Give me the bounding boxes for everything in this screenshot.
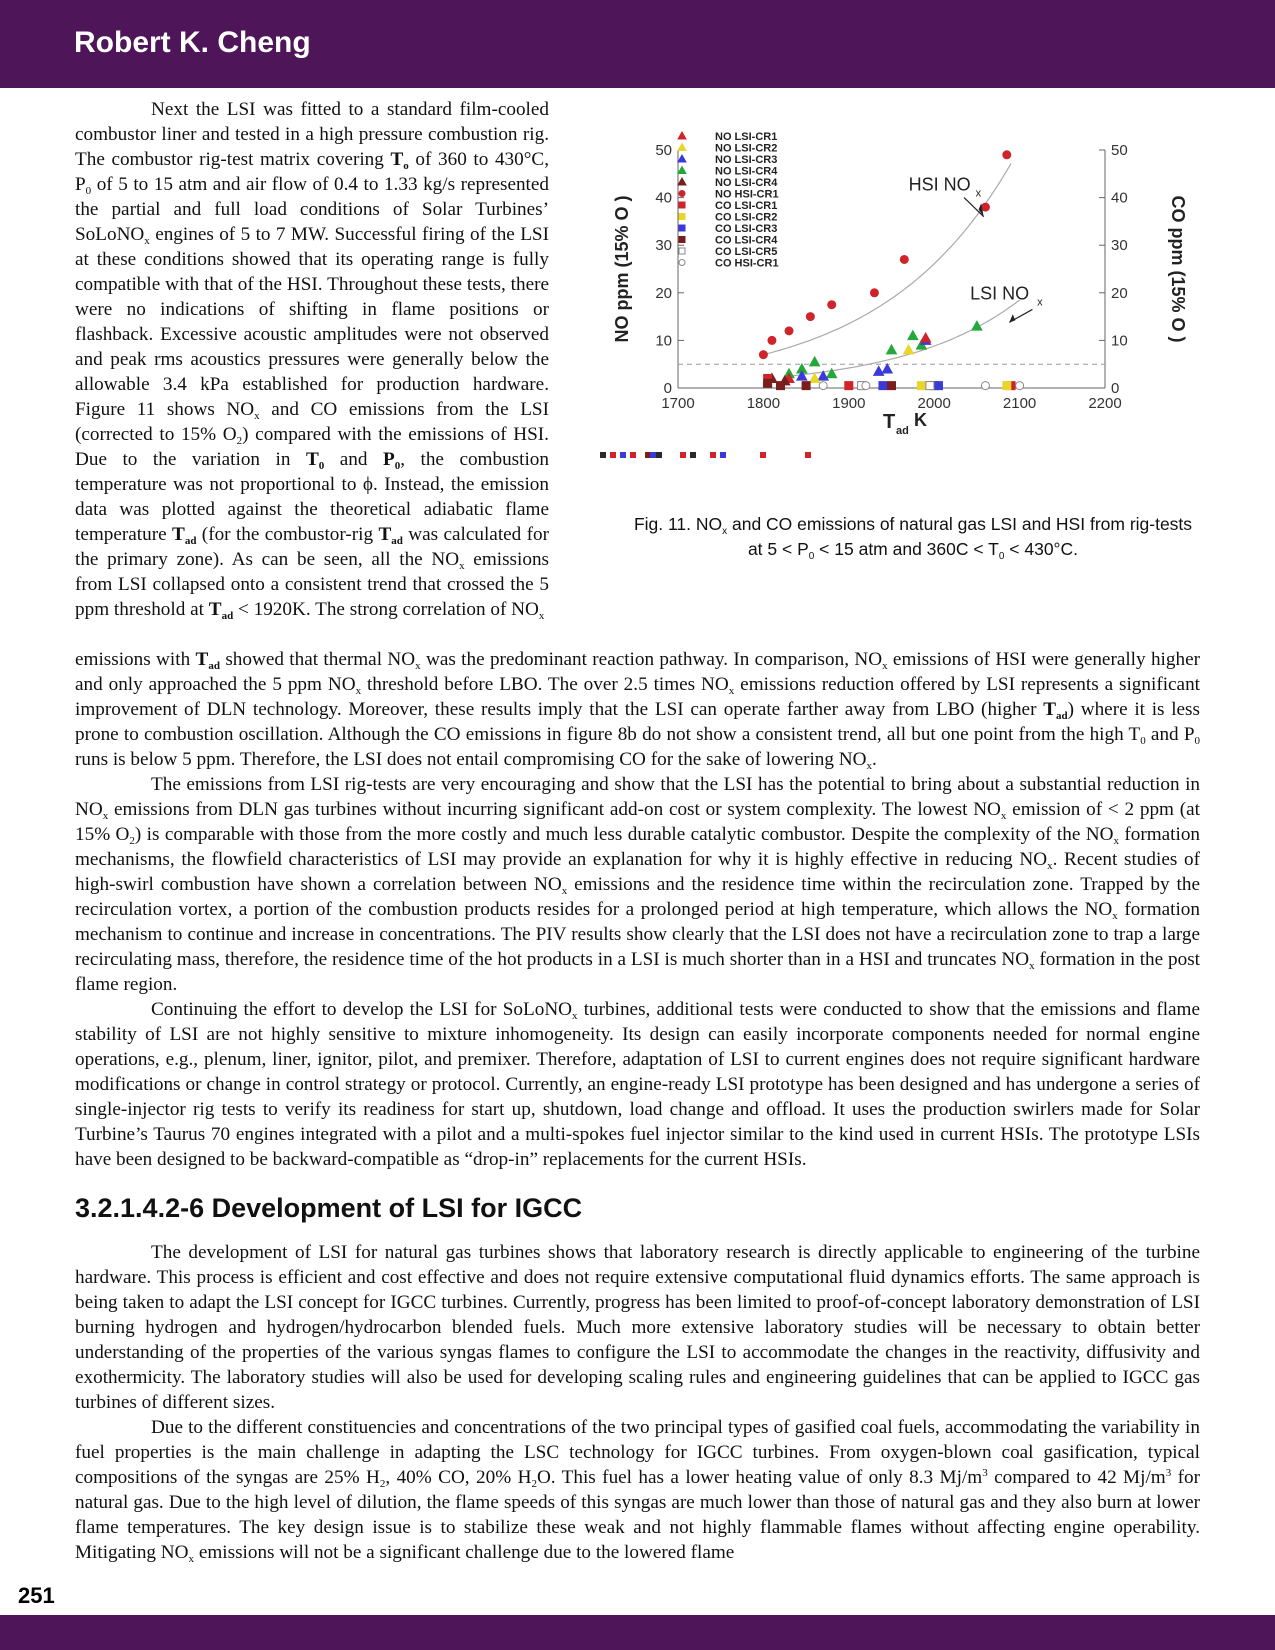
legend-label: CO LSI-CR3 [715, 223, 778, 235]
data-point [888, 382, 896, 390]
x-axis-label-unit: K [913, 410, 927, 430]
scan-artifact [720, 452, 726, 458]
legend-label: NO LSI-CR4 [715, 177, 778, 189]
legend-marker [678, 167, 686, 174]
data-point [870, 289, 878, 297]
data-point [981, 382, 989, 390]
data-point [819, 382, 827, 390]
y-tick-label-left: 30 [655, 237, 672, 255]
legend-label: NO HSI-CR1 [715, 188, 779, 201]
x-axis-label: T [882, 411, 896, 433]
legend-marker [678, 155, 686, 162]
figure-11-chart [590, 130, 1210, 500]
scan-artifact [650, 452, 656, 458]
scan-artifact [656, 452, 662, 458]
annotation-lsi-arrowhead [1009, 314, 1015, 322]
figure-caption: Fig. 11. $NO_x$ and CO emissions of natural gas LSI and HSI from rig-tests at $5 < P_0 < 15$ atm and $360C < T_0 < 430^\circ C$. [633, 514, 1193, 562]
legend-marker [679, 248, 685, 254]
y-tick-label-left: 20 [655, 284, 672, 302]
legend-label: CO HSI-CR1 [715, 257, 779, 270]
y-tick-label-right: 40 [1111, 189, 1128, 207]
legend-marker [679, 214, 685, 220]
annotation-hsi-nox: HSI NO [908, 174, 971, 195]
data-point [917, 382, 925, 390]
data-point [862, 382, 870, 390]
y-axis-label-left: NO ppm (15% O ) [612, 195, 632, 343]
x-tick-label: 1900 [832, 395, 866, 412]
scan-artifact [805, 452, 811, 458]
y-tick-label-right: 30 [1111, 237, 1128, 255]
data-point [879, 382, 887, 390]
legend-label: NO LSI-CR2 [715, 142, 778, 155]
data-point [764, 379, 772, 387]
y-tick-label-right: 50 [1111, 142, 1128, 159]
y-tick-label-left: 0 [663, 380, 672, 397]
chart-svg [590, 130, 1210, 500]
y-tick-label-left: 40 [655, 189, 672, 207]
y-axis-label-right: CO ppm (15% O ) [1168, 195, 1188, 343]
legend-label: NO LSI-CR1 [715, 131, 778, 143]
data-point [776, 382, 784, 390]
paragraph: Due to the different constituencies and concentrations of the two principal types of gasified coal fuels, accommodating the variability in fuel properties is the main challenge in adapting the LSC technology for IGCC turbines. From oxygen-blown coal gasification, typical compositions of the syngas are 25% $H_2$, 40% CO, 20% $H_2O$. This fuel has a lower heating value of only 8.3 $Mj/m^3$ compared to 42 $Mj/m^3$ for natural gas. Due to the high level of dilution, the flame speeds of this syngas are much lower than those of natural gas and they also burn at lower flame temperatures. The key design issue is to stabilize these weak and not highly flammable flames without affecting engine operability. Mitigating $NO_x$ emissions will not be a significant challenge due to the lowered flame [75, 1417, 1200, 1565]
left-column-text [75, 97, 549, 622]
author-name: Robert K. Cheng [74, 26, 311, 59]
data-point [934, 382, 942, 390]
y-tick-label-right: 20 [1111, 284, 1128, 302]
legend-marker [679, 191, 685, 197]
data-point [802, 382, 810, 390]
data-point [887, 345, 897, 354]
y-tick-label-right: 10 [1111, 332, 1128, 350]
scan-artifact [710, 452, 716, 458]
lsi-trend-curve [789, 300, 1020, 376]
legend-marker [679, 260, 685, 266]
x-tick-label: 1800 [746, 395, 781, 412]
legend-marker [678, 178, 686, 185]
scan-artifact [680, 452, 686, 458]
data-point [806, 313, 814, 321]
data-point [1003, 151, 1011, 159]
data-point [981, 203, 989, 211]
legend-marker [678, 144, 686, 151]
y-tick-label-left: 50 [655, 142, 672, 159]
x-tick-label: 2100 [1002, 395, 1037, 412]
data-point [900, 255, 908, 263]
legend-label: NO LSI-CR3 [715, 154, 778, 166]
data-point [1003, 382, 1011, 390]
y-tick-label-left: 10 [655, 332, 672, 350]
footer-bar [0, 1615, 1275, 1650]
data-point [1016, 382, 1024, 390]
paragraph: Next the LSI was fitted to a standard film-cooled combustor liner and tested in a high pressure combustion rig. The combustor rig-test matrix covering $T_o$ of 360 to 430°C, $P_0$ of 5 to 15 atm and air flow of 0.4 to 1.33 kg/s represented the partial and full load conditions of Solar Turbines’ SoLoNO$_x$ engines of 5 to 7 MW. Successful firing of the LSI at these conditions showed that its operating range is fully compatible with that of the HSI. Throughout these tests, there were no indications of shifting in flame positions or flashback. Excessive acoustic amplitudes were not observed and peak rms acoustics pressures were generally below the allowable 3.4 kPa established for production hardware. Figure 11 shows $NO_x$ and CO emissions from the LSI (corrected to 15% $O_2$) compared with the emissions of HSI. Due to the variation in $T_0$ and $P_0$, the combustion temperature was not proportional to ϕ. Instead, the emission data was plotted against the theoretical adiabatic flame temperature $T_{ad}$ (for the combustor-rig $T_{ad}$ was calculated for the primary zone). As can be seen, all the $NO_x$ emissions from LSI collapsed onto a consistent trend that crossed the 5 ppm threshold at $T_{ad} < 1920K$. The strong correlation of $NO_x$ [75, 99, 550, 622]
data-point [874, 366, 884, 375]
data-point [785, 327, 793, 335]
section-heading: 3.2.1.4.2-6 Development of LSI for IGCC [75, 1193, 583, 1223]
data-point [810, 373, 820, 382]
data-point [768, 336, 776, 344]
scan-artifact [630, 452, 636, 458]
annotation-lsi-nox: LSI NO [970, 283, 1030, 304]
data-point [926, 382, 934, 390]
y-tick-label-right: 0 [1111, 380, 1120, 397]
legend-label: CO LSI-CR1 [715, 200, 778, 212]
paragraph: emissions with $T_{ad}$ showed that thermal $NO_x$ was the predominant reaction pathway. In comparison, $NO_x$ emissions of HSI were generally higher and only approached the 5 ppm $NO_x$ threshold before LBO. The over 2.5 times $NO_x$ emissions reduction offered by LSI represents a significant improvement of DLN technology. Moreover, these results imply that the LSI can operate farther away from LBO (higher $T_{ad}$) where it is less prone to combustion oscillation. Although the CO emissions in figure 8b do not show a consistent trend, all but one point from the high $T_0$ and $P_0$ runs is below 5 ppm. Therefore, the LSI does not entail compromising CO for the sake of lowering $NO_x$. [75, 649, 1200, 772]
legend-label: NO LSI-CR4 [715, 165, 778, 178]
legend-label: CO LSI-CR5 [715, 246, 778, 258]
annotation-hsi-nox-sub: x [975, 187, 982, 200]
data-point [882, 364, 892, 373]
x-axis-label-sub: ad [895, 425, 909, 437]
paragraph: The emissions from LSI rig-tests are very encouraging and show that the LSI has the potential to bring about a substantial reduction in $NO_x$ emissions from DLN gas turbines without incurring significant add-on cost or system complexity. The lowest $NO_x$ emission of < 2 ppm (at 15% $O_2$) is comparable with those from the more costly and much less durable catalytic combustor. Despite the complexity of the $NO_x$ formation mechanisms, the flowfield characteristics of LSI may provide an explanation for why it is highly effective in reducing $NO_x$. Recent studies of high-swirl combustion have shown a correlation between $NO_x$ emissions and the residence time within the recirculation zone. Trapped by the recirculation vortex, a portion of the combustion products resides for a prolonged period at high temperature, which allows the $NO_x$ formation mechanism to continue and increase in concentrations. The PIV results show clearly that the LSI does not have a recirculation zone to trap a large recirculating mass, therefore, the residence time of the hot products in a LSI is much shorter than in a HSI and truncates $NO_x$ formation in the post flame region. [75, 774, 1201, 995]
full-width-text [75, 647, 1200, 1565]
x-tick-label: 2000 [917, 395, 951, 412]
legend-marker [679, 202, 685, 208]
paragraph: The development of LSI for natural gas turbines shows that laboratory research is directly applicable to engineering of the turbine hardware. This process is efficient and cost effective and does not require extensive computational fluid dynamics efforts. The same approach is being taken to adapt the LSI concept for IGCC turbines. Currently, progress has been limited to proof-of-concept laboratory demonstration of LSI burning hydrogen and hydrogen/hydrocarbon blended fuels. Much more extensive laboratory studies will be necessary to obtain better understanding of the properties of the various syngas flames to configure the LSI to accommodate the changes in the reactivity, diffusivity and exothermicity. The laboratory studies will also be used for developing scaling rules and engineering guidelines that can be applied to IGCC gas turbines of different sizes. [75, 1242, 1200, 1413]
legend-marker [679, 237, 685, 243]
x-tick-label: 1700 [661, 395, 695, 412]
scan-artifact [690, 452, 696, 458]
data-point [759, 351, 767, 359]
data-point [921, 333, 931, 342]
scan-artifact [600, 452, 606, 458]
legend-marker [678, 132, 686, 139]
legend-marker [679, 225, 685, 231]
data-point [904, 345, 914, 354]
scan-artifact [610, 452, 616, 458]
page-number: 251 [18, 1583, 55, 1608]
legend-label: CO LSI-CR2 [715, 211, 778, 224]
annotation-lsi-nox-sub: x [1037, 296, 1043, 309]
data-point [845, 382, 853, 390]
paragraph: Continuing the effort to develop the LSI for SoLoNO$_x$ turbines, additional tests were conducted to show that the emissions and flame stability of LSI are not highly sensitive to mixture inhomogeneity. Its design can easily incorporate components needed for normal engine operations, e.g., plenum, liner, ignitor, pilot, and premixer. Therefore, adaptation of LSI to current engines does not require significant hardware modifications or change in control strategy or protocol. Currently, an engine-ready LSI prototype has been designed and has undergone a series of single-injector rig tests to verify its readiness for start up, shutdown, load change and offload. It uses the production swirlers made for Solar Turbine’s Taurus 70 engines integrated with a pilot and a multi-spokes fuel injector similar to the kind used in current HSIs. The prototype LSIs have been designed to be backward-compatible as “drop-in” replacements for the current HSIs. [75, 999, 1200, 1170]
data-point [828, 301, 836, 309]
scan-artifact [760, 452, 766, 458]
legend-label: CO LSI-CR4 [715, 234, 778, 247]
data-point [810, 357, 820, 366]
x-tick-label: 2200 [1088, 395, 1122, 412]
data-point [908, 331, 918, 340]
scan-artifact [620, 452, 626, 458]
